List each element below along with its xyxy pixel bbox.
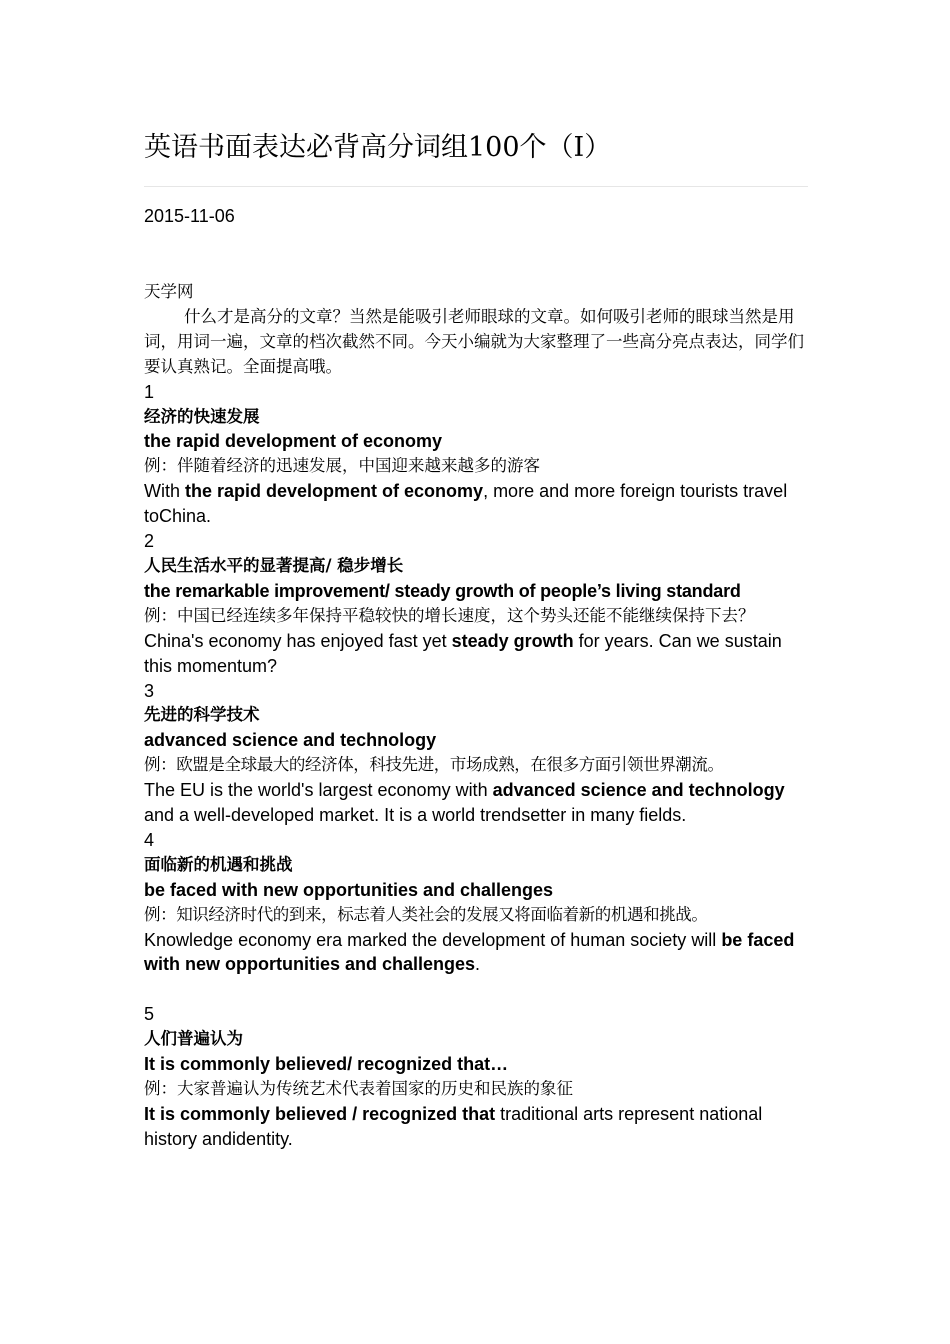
example-text: The EU is the world's largest economy with [144,780,493,801]
example-text: , more and more foreign tourists travel toChina. [144,481,788,527]
phrase-english: the remarkable improvement/ steady growth of people’s living standard [144,580,741,601]
example-english [144,928,808,978]
phrase-item [144,380,808,529]
phrase-chinese: 经济的快速发展 [144,406,260,426]
example-text: China's economy has enjoyed fast yet [144,630,452,651]
phrase-number: 5 [144,1004,155,1025]
phrase-english: It is commonly believed/ recognized that… [144,1054,509,1075]
example-text: With [144,481,186,502]
article-body [144,280,808,1152]
phrase-number: 1 [144,381,155,402]
example-highlight: be faced with new opportunities and challenges [144,929,795,975]
intro-paragraph: 什么才是高分的文章？当然是能吸引老师眼球的文章。如何吸引老师的眼球当然是用词，用词一遍，文章的档次截然不同。今天小编就为大家整理了一些高分亮点表达，同学们要认真熟记。全面提高哦。 [144,306,804,376]
phrase-chinese: 面临新的机遇和挑战 [144,854,293,874]
phrase-item [144,679,808,828]
phrase-chinese: 先进的科学技术 [144,705,260,725]
phrase-english: be faced with new opportunities and challenges [144,879,554,900]
spacer [144,977,808,1002]
phrase-english: the rapid development of economy [144,431,443,452]
phrase-number: 3 [144,680,155,701]
example-text: and a well-developed market. It is a world trendsetter in many fields. [144,805,687,826]
example-highlight: steady growth [451,630,574,651]
phrase-chinese: 人民生活水平的显著提高/ 稳步增长 [144,555,404,575]
example-text: traditional arts represent national history andidentity. [144,1103,763,1149]
example-highlight: the rapid development of economy [185,481,484,502]
example-highlight: It is commonly believed / recognized that [144,1103,496,1124]
example-chinese: 例：中国已经连续多年保持平稳较快的增长速度，这个势头还能不能继续保持下去？ [144,605,755,625]
phrase-item [144,1002,808,1151]
phrase-chinese: 人们普遍认为 [144,1029,243,1049]
phrase-number: 4 [144,829,155,850]
phrase-number: 2 [144,531,155,552]
example-chinese: 例：大家普遍认为传统艺术代表着国家的历史和民族的象征 [144,1078,573,1098]
publish-date: 2015-11-06 [144,206,235,226]
example-text: Knowledge economy era marked the development of human society will [144,929,722,950]
example-highlight: advanced science and technology [492,780,785,801]
example-chinese: 例：知识经济时代的到来，标志着人类社会的发展又将面临着新的机遇和挑战。 [144,904,708,924]
example-english [144,1102,808,1152]
example-english [144,778,808,828]
phrase-english: advanced science and technology [144,730,437,751]
phrase-item [144,828,808,977]
example-chinese: 例：伴随着经济的迅速发展，中国迎来越来越多的游客 [144,456,540,476]
example-text: . [475,954,481,975]
example-chinese: 例：欧盟是全球最大的经济体，科技先进，市场成熟，在很多方面引领世界潮流。 [144,755,724,775]
title-divider [144,186,808,187]
article-title: 英语书面表达必背高分词组100个（Ⅰ） [144,132,612,163]
example-english [144,479,808,529]
example-english [144,629,808,679]
source-label: 天学网 [144,282,194,301]
example-text: for years. Can we sustain this momentum? [144,630,782,676]
phrase-item [144,529,808,678]
